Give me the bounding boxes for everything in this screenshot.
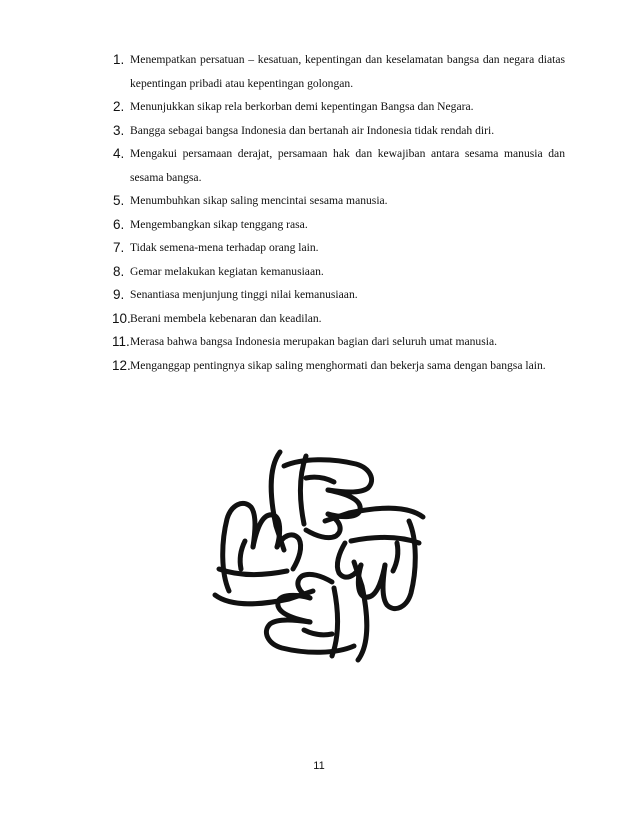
list-item bbox=[113, 48, 565, 95]
list-item bbox=[113, 260, 565, 284]
list-item-number: 12. bbox=[112, 357, 131, 373]
list-item-text: Senantiasa menjunjung tinggi nilai kemanusiaan. bbox=[130, 288, 358, 301]
list-item-text: Menumbuhkan sikap saling mencintai sesama manusia. bbox=[130, 194, 388, 207]
list-item bbox=[113, 213, 565, 237]
list-item bbox=[113, 307, 565, 331]
list-item-text: Tidak semena-mena terhadap orang lain. bbox=[130, 241, 319, 254]
list-item-text: Menempatkan persatuan – kesatuan, kepentingan dan keselamatan bangsa dan negara diatas kepentingan pribadi atau kepentingan golongan. bbox=[130, 53, 565, 90]
list-item bbox=[113, 119, 565, 143]
list-item bbox=[113, 354, 565, 378]
list-item-number: 11. bbox=[112, 334, 130, 349]
list-item-text: Gemar melakukan kegiatan kemanusiaan. bbox=[130, 264, 324, 278]
list-item bbox=[113, 142, 565, 189]
interlocking-hands-icon bbox=[210, 448, 428, 664]
list-item-text: Menganggap pentingnya sikap saling menghormati dan bekerja sama dengan bangsa lain. bbox=[130, 358, 546, 372]
list-item-number: 6. bbox=[113, 216, 125, 232]
list-item-number: 7. bbox=[113, 240, 125, 255]
list-item-text: Berani membela kebenaran dan keadilan. bbox=[130, 311, 322, 325]
list-item-number: 1. bbox=[113, 52, 125, 67]
list-item-number: 5. bbox=[113, 193, 125, 208]
list-item-number: 10. bbox=[112, 310, 131, 326]
list-item-text: Mengakui persamaan derajat, persamaan hak dan kewajiban antara sesama manusia dan sesama bangsa. bbox=[130, 147, 565, 184]
page-number: 11 bbox=[313, 760, 325, 772]
list-item-number: 4. bbox=[113, 146, 125, 161]
list-item-number: 8. bbox=[113, 263, 125, 279]
list-item bbox=[113, 283, 565, 307]
list-item bbox=[113, 189, 565, 213]
numbered-list bbox=[113, 48, 565, 377]
list-item-text: Mengembangkan sikap tenggang rasa. bbox=[130, 217, 308, 231]
list-item-number: 2. bbox=[113, 99, 125, 114]
list-item-number: 9. bbox=[113, 287, 125, 302]
list-item-text: Merasa bahwa bangsa Indonesia merupakan bagian dari seluruh umat manusia. bbox=[130, 335, 498, 348]
list-item bbox=[113, 330, 565, 354]
list-item-number: 3. bbox=[113, 122, 125, 138]
list-item-text: Menunjukkan sikap rela berkorban demi kepentingan Bangsa dan Negara. bbox=[130, 100, 474, 113]
list-item bbox=[113, 95, 565, 119]
list-item bbox=[113, 236, 565, 260]
list-item-text: Bangga sebagai bangsa Indonesia dan bertanah air Indonesia tidak rendah diri. bbox=[130, 123, 495, 137]
